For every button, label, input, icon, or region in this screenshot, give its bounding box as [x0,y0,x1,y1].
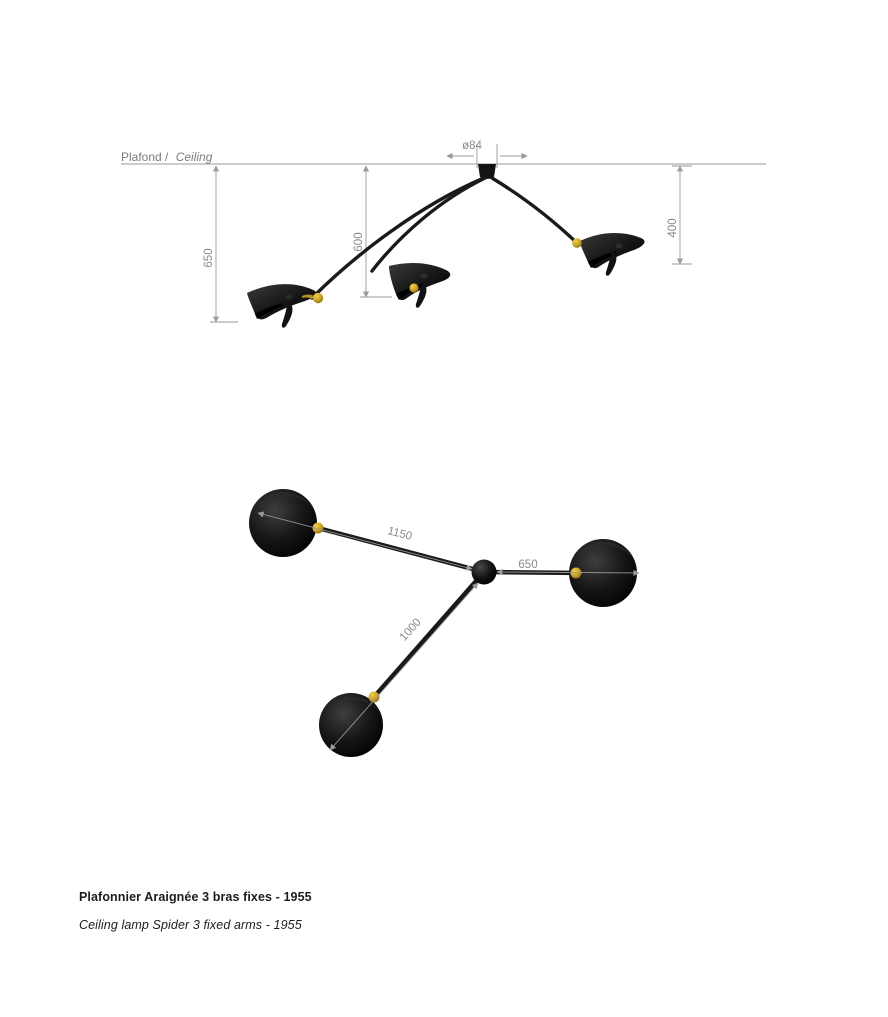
dimension-arm-lower-label: 1000 [397,616,424,644]
dimension-drop-right [667,166,692,264]
shade-left [247,284,323,328]
plan-arm-lower [374,572,484,697]
lamp-elevation [247,164,645,328]
dimension-arm-right-label: 650 [518,559,538,571]
plan-hub [472,560,497,585]
ceiling-label [121,150,213,164]
ceiling-label-en: Ceiling [175,150,213,164]
caption-block [79,890,679,933]
ceiling-label-fr: Plafond / [121,150,169,164]
dimension-canopy-diameter-label: ø84 [462,140,482,152]
arm-right [492,178,578,244]
dimension-drop-middle-label: 600 [353,232,365,252]
arm-middle [372,178,485,271]
shade-middle [389,263,450,308]
plan-view [0,420,888,840]
caption-title-en: Ceiling lamp Spider 3 fixed arms - 1955 [79,918,302,932]
plan-shade-upper-left [249,489,324,557]
dimension-drop-right-label: 400 [667,218,679,238]
dimension-arm-upper-left-label: 1150 [386,525,414,544]
canopy [478,164,496,179]
dimension-drop-left [203,166,238,322]
dimension-arm-lower [330,583,478,750]
caption-title-fr: Plafonnier Araignée 3 bras fixes - 1955 [79,890,312,904]
dimension-drop-left-label: 650 [203,248,215,268]
elevation-view [0,0,888,420]
dimension-drop-middle [353,166,392,297]
shade-right [572,233,644,276]
